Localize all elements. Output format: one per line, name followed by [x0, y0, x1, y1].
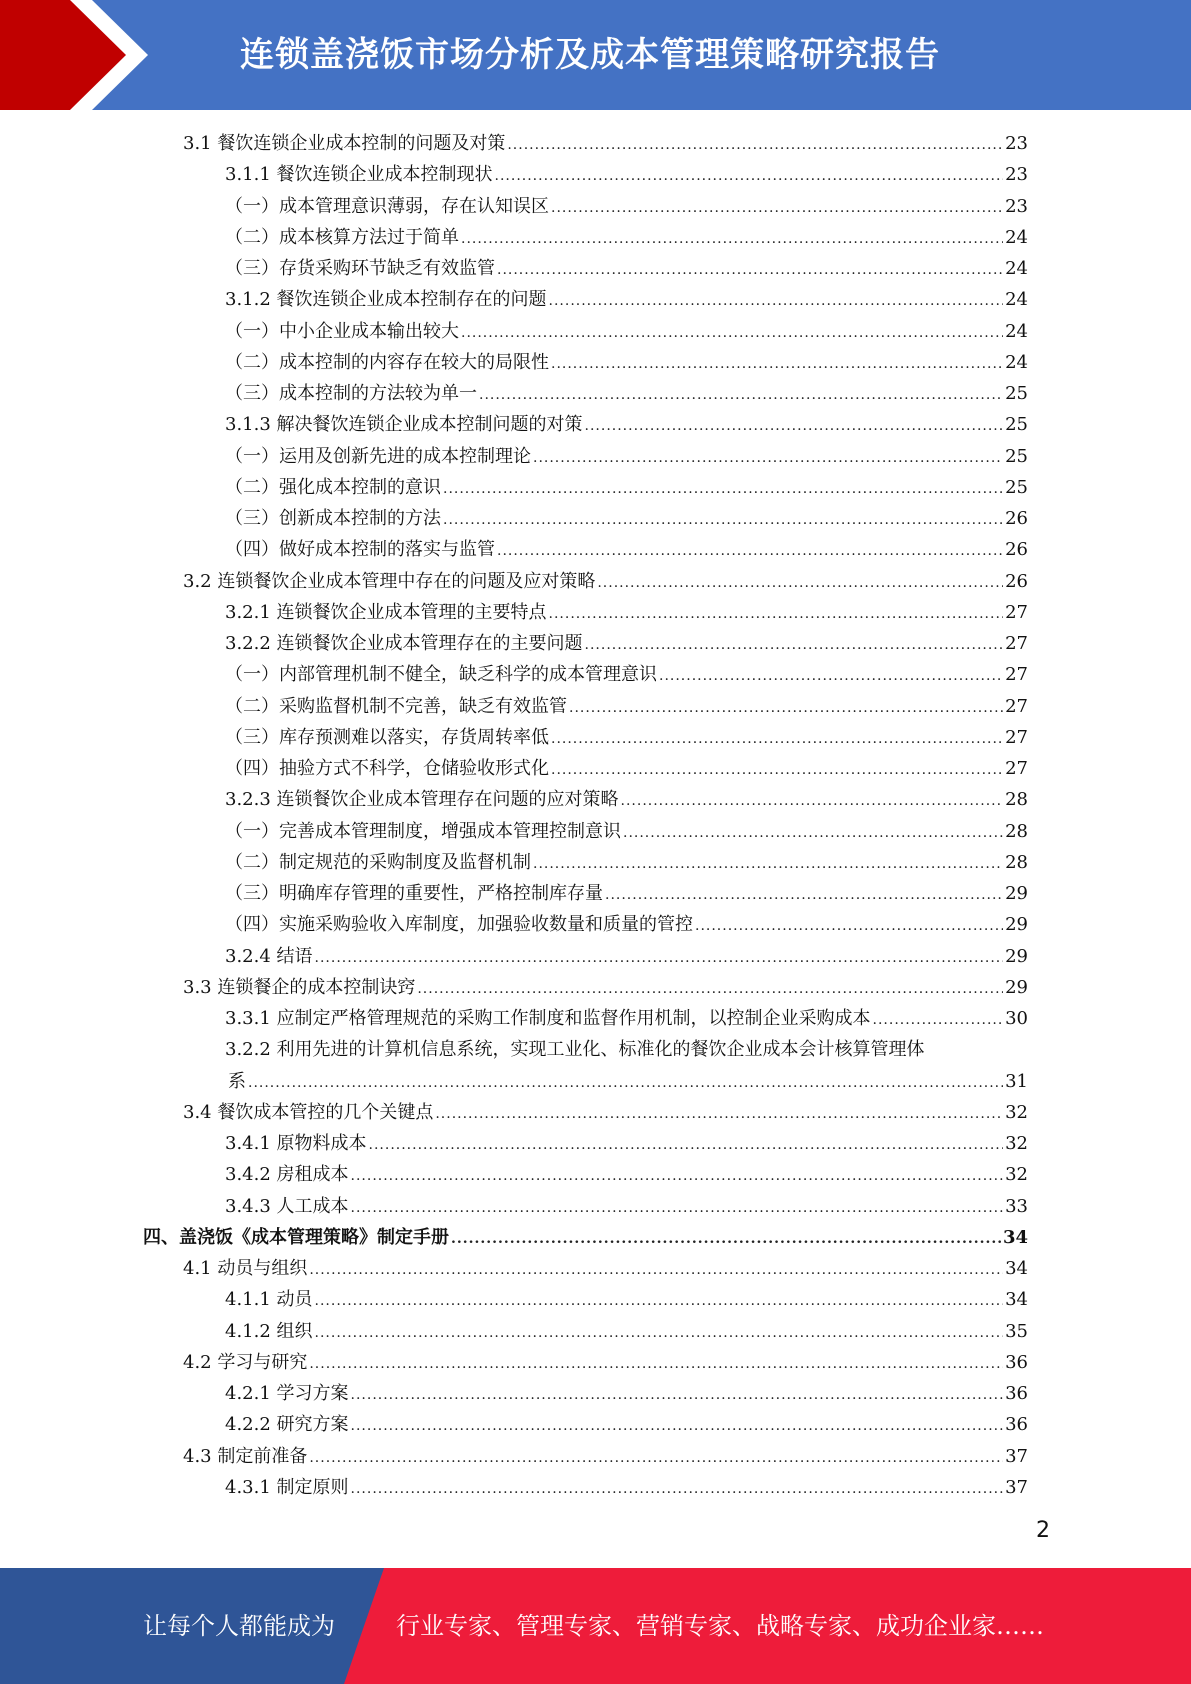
toc-leader-dots: [309, 1443, 1003, 1474]
toc-entry[interactable]: [0, 128, 1191, 159]
toc-entry-title: 4.2.1 学习方案: [225, 1383, 349, 1404]
toc-leader-dots: [351, 1411, 1004, 1442]
toc-entry[interactable]: [0, 1316, 1191, 1347]
toc-entry-page: 29: [1005, 976, 1028, 998]
toc-leader-dots: [551, 724, 1003, 755]
toc-entry[interactable]: [0, 253, 1191, 284]
toc-entry-title: 3.2.1 连锁餐饮企业成本管理的主要特点: [225, 601, 547, 623]
toc-leader-dots: [248, 1068, 1003, 1099]
toc-leader-dots: [551, 349, 1003, 380]
toc-leader-dots: [315, 1318, 1004, 1349]
toc-entry[interactable]: [0, 284, 1191, 315]
toc-entry-title: （一）运用及创新先进的成本控制理论: [225, 445, 531, 467]
toc-entry[interactable]: [0, 1128, 1191, 1159]
toc-entry-title: （三）库存预测难以落实，存货周转率低: [225, 726, 549, 748]
toc-leader-dots: [443, 474, 1003, 505]
toc-entry[interactable]: [0, 1191, 1191, 1222]
toc-entry-page: 27: [1005, 726, 1028, 748]
toc-leader-dots: [623, 818, 1003, 849]
footer-slogan-left: 让每个人都能成为: [143, 1612, 335, 1640]
toc-entry-title: 3.3.1 应制定严格管理规范的采购工作制度和监督作用机制，以控制企业采购成本: [225, 1008, 871, 1029]
toc-leader-dots: [569, 693, 1003, 724]
toc-entry[interactable]: [0, 597, 1191, 628]
toc-entry-page: 35: [1005, 1320, 1028, 1342]
toc-entry-page: 24: [1005, 289, 1028, 311]
toc-leader-dots: [551, 755, 1003, 786]
toc-entry[interactable]: [0, 878, 1191, 909]
toc-entry[interactable]: [0, 1253, 1191, 1284]
toc-entry-page: 37: [1005, 1476, 1028, 1498]
toc-leader-dots: [533, 849, 1003, 880]
toc-leader-dots: [497, 536, 1003, 567]
toc-leader-dots: [309, 1349, 1003, 1380]
toc-entry-title: 3.2 连锁餐饮企业成本管理中存在的问题及应对策略: [183, 570, 596, 592]
toc-leader-dots: [621, 786, 1004, 817]
toc-leader-dots: [659, 661, 1003, 692]
toc-entry-title: （二）强化成本控制的意识: [225, 476, 441, 498]
toc-entry[interactable]: [0, 1034, 1191, 1065]
document-title: 连锁盖浇饭市场分析及成本管理策略研究报告: [240, 35, 940, 75]
toc-leader-dots: [495, 161, 1004, 192]
toc-entry-title: 3.1.2 餐饮连锁企业成本控制存在的问题: [225, 289, 547, 311]
toc-leader-dots: [369, 1130, 1004, 1161]
header-banner: [0, 0, 1191, 110]
toc-leader-dots: [597, 568, 1003, 599]
toc-leader-dots: [461, 318, 1003, 349]
toc-entry[interactable]: [0, 191, 1191, 222]
toc-entry[interactable]: [0, 659, 1191, 690]
toc-entry-page: 31: [1005, 1070, 1028, 1092]
toc-entry-page: 26: [1005, 570, 1028, 592]
toc-leader-dots: [551, 193, 1003, 224]
toc-leader-dots: [605, 880, 1003, 911]
toc-entry-page: 25: [1005, 383, 1028, 404]
toc-entry-page: 26: [1005, 539, 1028, 561]
toc-leader-dots: [417, 974, 1003, 1005]
toc-entry-title: 3.4.2 房租成本: [225, 1164, 349, 1186]
toc-leader-dots: [585, 411, 1004, 442]
toc-entry[interactable]: [0, 1441, 1191, 1472]
toc-entry[interactable]: [0, 534, 1191, 565]
toc-entry-title: 3.2.3 连锁餐饮企业成本管理存在问题的应对策略: [225, 789, 619, 811]
toc-entry-page: 29: [1005, 883, 1028, 904]
toc-entry[interactable]: [0, 159, 1191, 190]
toc-leader-dots: [351, 1161, 1004, 1192]
toc-entry-title: 3.1.1 餐饮连锁企业成本控制现状: [225, 164, 493, 186]
toc-entry-page: 28: [1005, 789, 1028, 811]
toc-entry-title: （一）完善成本管理制度，增强成本管理控制意识: [225, 820, 621, 842]
toc-leader-dots: [461, 224, 1003, 255]
toc-entry-page: 24: [1005, 351, 1028, 373]
footer-banner: [0, 1568, 1191, 1684]
toc-entry[interactable]: [0, 1222, 1191, 1253]
toc-entry-page: 34: [1005, 1258, 1028, 1279]
toc-entry-title: 4.1.2 组织: [225, 1320, 313, 1342]
toc-entry-title: 3.2.2 利用先进的计算机信息系统，实现工业化、标准化的餐饮企业成本会计核算管理体: [225, 1039, 925, 1061]
toc-leader-dots: [585, 630, 1004, 661]
toc-entry-page: 36: [1005, 1414, 1028, 1436]
toc-entry-title: （四）做好成本控制的落实与监管: [225, 539, 495, 561]
toc-entry-title: 3.3 连锁餐企的成本控制诀窍: [183, 976, 416, 998]
toc-entry[interactable]: [0, 816, 1191, 847]
toc-entry-title: 4.2.2 研究方案: [225, 1414, 349, 1436]
toc-entry-title: 3.2.4 结语: [225, 945, 313, 967]
toc-entry-title: （二）制定规范的采购制度及监督机制: [225, 851, 531, 873]
toc-entry-page: 24: [1005, 320, 1028, 342]
toc-entry-title: （二）成本控制的内容存在较大的局限性: [225, 351, 549, 373]
toc-entry-title: （二）成本核算方法过于简单: [225, 226, 459, 248]
toc-entry-page: 26: [1005, 508, 1028, 529]
toc-entry-page: 36: [1005, 1351, 1028, 1373]
toc-entry-page: 30: [1005, 1008, 1028, 1029]
toc-entry-page: 25: [1005, 414, 1028, 436]
toc-entry-title: 系: [228, 1070, 246, 1092]
toc-entry[interactable]: [0, 472, 1191, 503]
toc-entry-page: 32: [1005, 1133, 1028, 1154]
toc-entry[interactable]: [0, 722, 1191, 753]
toc-entry-page: 27: [1005, 633, 1028, 654]
toc-leader-dots: [443, 505, 1003, 536]
toc-entry-page: 34: [1002, 1226, 1028, 1248]
page-number: 2: [1036, 1518, 1050, 1543]
toc-entry-page: 23: [1005, 133, 1028, 154]
toc-leader-dots: [533, 443, 1003, 474]
toc-entry[interactable]: [0, 1066, 1191, 1097]
toc-entry-page: 25: [1005, 476, 1028, 498]
toc-entry[interactable]: [0, 441, 1191, 472]
toc-entry-title: 4.3.1 制定原则: [225, 1476, 349, 1498]
toc-leader-dots: [549, 286, 1004, 317]
toc-entry-title: 四、盖浇饭《成本管理策略》制定手册: [143, 1226, 449, 1248]
toc-entry-page: 33: [1005, 1195, 1028, 1217]
toc-leader-dots: [351, 1474, 1004, 1505]
toc-entry[interactable]: [0, 753, 1191, 784]
toc-leader-dots: [497, 255, 1003, 286]
toc-entry-title: 4.3 制定前准备: [183, 1445, 308, 1467]
toc-entry-title: 3.1.3 解决餐饮连锁企业成本控制问题的对策: [225, 414, 583, 436]
toc-leader-dots: [351, 1193, 1004, 1224]
toc-entry-title: （一）内部管理机制不健全，缺乏科学的成本管理意识: [225, 664, 657, 686]
toc-entry[interactable]: [0, 972, 1191, 1003]
footer-slogan-right: 行业专家、管理专家、营销专家、战略专家、成功企业家……: [396, 1612, 1044, 1640]
toc-entry[interactable]: [0, 1159, 1191, 1190]
toc-entry[interactable]: [0, 909, 1191, 940]
toc-entry[interactable]: [0, 222, 1191, 253]
toc-entry-page: 36: [1005, 1383, 1028, 1404]
toc-entry-page: 29: [1005, 945, 1028, 967]
toc-entry-title: 3.4.3 人工成本: [225, 1195, 349, 1217]
toc-leader-dots: [315, 1286, 1004, 1317]
toc-entry-title: （三）成本控制的方法较为单一: [225, 383, 477, 404]
toc-entry[interactable]: [0, 316, 1191, 347]
toc-entry-title: （一）中小企业成本输出较大: [225, 320, 459, 342]
toc-entry-page: 24: [1005, 258, 1028, 279]
toc-entry[interactable]: [0, 1378, 1191, 1409]
toc-entry-page: 24: [1005, 226, 1028, 248]
toc-entry-page: 27: [1005, 695, 1028, 717]
toc-leader-dots: [479, 380, 1003, 411]
toc-leader-dots: [315, 943, 1004, 974]
toc-entry[interactable]: [0, 784, 1191, 815]
toc-entry[interactable]: [0, 941, 1191, 972]
toc-entry-page: 28: [1005, 851, 1028, 873]
toc-entry-page: 23: [1005, 164, 1028, 186]
toc-leader-dots: [351, 1380, 1004, 1411]
toc-entry[interactable]: [0, 1409, 1191, 1440]
toc-entry-title: （二）采购监督机制不完善，缺乏有效监管: [225, 695, 567, 717]
toc-entry-title: 4.1.1 动员: [225, 1289, 313, 1311]
toc-entry[interactable]: [0, 1284, 1191, 1315]
table-of-contents: [0, 128, 1191, 1503]
toc-entry-page: 34: [1005, 1289, 1028, 1311]
toc-entry[interactable]: [0, 1097, 1191, 1128]
toc-entry-page: 27: [1005, 664, 1028, 686]
toc-entry[interactable]: [0, 628, 1191, 659]
toc-leader-dots: [507, 130, 1003, 161]
toc-entry[interactable]: [0, 503, 1191, 534]
toc-entry-title: （四）实施采购验收入库制度，加强验收数量和质量的管控: [225, 914, 693, 936]
toc-entry-page: 25: [1005, 445, 1028, 467]
toc-entry-title: （三）创新成本控制的方法: [225, 508, 441, 529]
toc-leader-dots: [695, 911, 1003, 942]
toc-entry-title: 3.1 餐饮连锁企业成本控制的问题及对策: [183, 133, 506, 154]
toc-entry-page: 29: [1005, 914, 1028, 936]
toc-entry-page: 23: [1005, 195, 1028, 217]
toc-entry[interactable]: [0, 691, 1191, 722]
toc-leader-dots: [451, 1224, 1001, 1255]
toc-entry-title: 3.4 餐饮成本管控的几个关键点: [183, 1101, 434, 1123]
toc-leader-dots: [309, 1255, 1003, 1286]
toc-entry-title: 4.1 动员与组织: [183, 1258, 308, 1279]
toc-entry-title: 3.4.1 原物料成本: [225, 1133, 367, 1154]
toc-entry-title: （一）成本管理意识薄弱，存在认知误区: [225, 195, 549, 217]
toc-entry[interactable]: [0, 347, 1191, 378]
toc-entry-page: 28: [1005, 820, 1028, 842]
toc-entry[interactable]: [0, 1003, 1191, 1034]
toc-entry-title: （四）抽验方式不科学，仓储验收形式化: [225, 758, 549, 779]
toc-entry-page: 32: [1005, 1101, 1028, 1123]
toc-entry-page: 27: [1005, 601, 1028, 623]
toc-entry[interactable]: [0, 847, 1191, 878]
toc-entry-title: （三）明确库存管理的重要性，严格控制库存量: [225, 883, 603, 904]
toc-leader-dots: [549, 599, 1004, 630]
toc-entry[interactable]: [0, 409, 1191, 440]
toc-entry-title: 3.2.2 连锁餐饮企业成本管理存在的主要问题: [225, 633, 583, 654]
toc-entry[interactable]: [0, 566, 1191, 597]
toc-entry-page: 27: [1005, 758, 1028, 779]
toc-leader-dots: [873, 1005, 1004, 1036]
toc-entry[interactable]: [0, 378, 1191, 409]
toc-leader-dots: [435, 1099, 1003, 1130]
toc-entry-title: 4.2 学习与研究: [183, 1351, 308, 1373]
toc-entry-title: （三）存货采购环节缺乏有效监管: [225, 258, 495, 279]
toc-entry[interactable]: [0, 1472, 1191, 1503]
toc-entry-page: 37: [1005, 1445, 1028, 1467]
toc-entry[interactable]: [0, 1347, 1191, 1378]
toc-entry-page: 32: [1005, 1164, 1028, 1186]
